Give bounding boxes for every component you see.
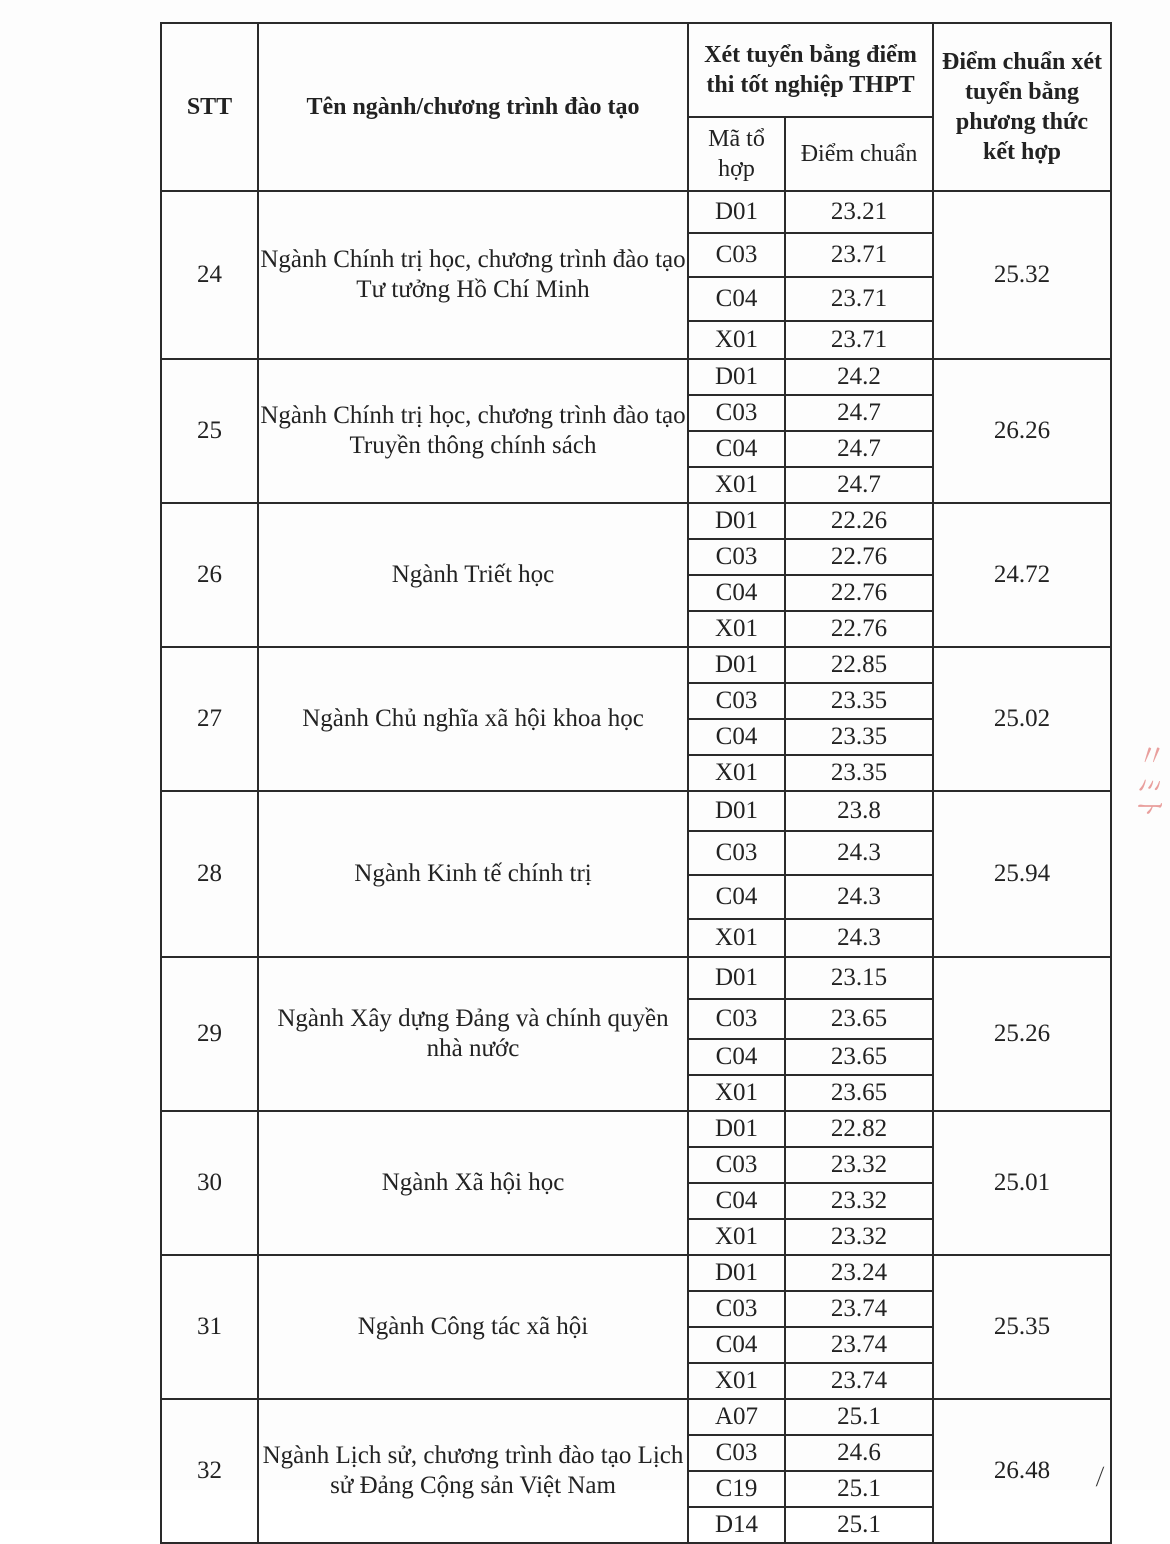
table-row bbox=[161, 503, 1111, 539]
row-cutoff-score: 23.24 bbox=[785, 1255, 933, 1291]
row-combination-code: C03 bbox=[688, 1291, 785, 1327]
row-cutoff-score: 25.1 bbox=[785, 1399, 933, 1435]
row-combination-code: D01 bbox=[688, 191, 785, 233]
table-row bbox=[161, 647, 1111, 683]
row-cutoff-score: 24.7 bbox=[785, 395, 933, 431]
row-program-name: Ngành Xã hội học bbox=[258, 1111, 688, 1255]
row-stt: 26 bbox=[161, 503, 258, 647]
row-stt: 29 bbox=[161, 957, 258, 1111]
row-combination-code: C03 bbox=[688, 831, 785, 875]
row-combination-code: X01 bbox=[688, 755, 785, 791]
row-program-name: Ngành Kinh tế chính trị bbox=[258, 791, 688, 957]
row-combination-code: X01 bbox=[688, 1363, 785, 1399]
row-cutoff-score: 25.1 bbox=[785, 1471, 933, 1507]
row-program-name: Ngành Xây dựng Đảng và chính quyền nhà nước bbox=[258, 957, 688, 1111]
row-combination-code: D01 bbox=[688, 647, 785, 683]
header-program-name: Tên ngành/chương trình đào tạo bbox=[258, 23, 688, 191]
row-combination-code: D01 bbox=[688, 1111, 785, 1147]
row-combination-code: X01 bbox=[688, 467, 785, 503]
header-stt: STT bbox=[161, 23, 258, 191]
row-cutoff-score: 23.71 bbox=[785, 277, 933, 321]
row-cutoff-score: 23.32 bbox=[785, 1219, 933, 1255]
row-combination-code: X01 bbox=[688, 321, 785, 359]
row-cutoff-score: 23.65 bbox=[785, 1075, 933, 1111]
row-combined-score: 25.01 bbox=[933, 1111, 1111, 1255]
row-combination-code: C04 bbox=[688, 575, 785, 611]
row-program-name: Ngành Chủ nghĩa xã hội khoa học bbox=[258, 647, 688, 791]
row-combined-score: 25.26 bbox=[933, 957, 1111, 1111]
row-combination-code: D14 bbox=[688, 1507, 785, 1543]
row-combination-code: X01 bbox=[688, 919, 785, 957]
row-program-name: Ngành Chính trị học, chương trình đào tạo Tư tưởng Hồ Chí Minh bbox=[258, 191, 688, 359]
admission-scores-table bbox=[160, 22, 1112, 1544]
row-combination-code: C03 bbox=[688, 395, 785, 431]
row-combination-code: A07 bbox=[688, 1399, 785, 1435]
row-cutoff-score: 23.32 bbox=[785, 1147, 933, 1183]
row-cutoff-score: 24.7 bbox=[785, 467, 933, 503]
row-combined-score: 25.02 bbox=[933, 647, 1111, 791]
row-stt: 28 bbox=[161, 791, 258, 957]
row-combination-code: C03 bbox=[688, 1435, 785, 1471]
pen-mark: ⁄ bbox=[1094, 1461, 1106, 1492]
row-cutoff-score: 23.21 bbox=[785, 191, 933, 233]
row-combination-code: C04 bbox=[688, 277, 785, 321]
table-row bbox=[161, 1111, 1111, 1147]
row-combination-code: D01 bbox=[688, 1255, 785, 1291]
row-cutoff-score: 23.35 bbox=[785, 683, 933, 719]
row-program-name: Ngành Công tác xã hội bbox=[258, 1255, 688, 1399]
row-cutoff-score: 23.74 bbox=[785, 1291, 933, 1327]
row-cutoff-score: 22.82 bbox=[785, 1111, 933, 1147]
red-stamp-mark: 〃 ﾐ ﾄ bbox=[1132, 740, 1165, 815]
row-combined-score: 25.32 bbox=[933, 191, 1111, 359]
row-combination-code: D01 bbox=[688, 791, 785, 831]
row-cutoff-score: 23.71 bbox=[785, 233, 933, 277]
row-cutoff-score: 23.8 bbox=[785, 791, 933, 831]
row-combination-code: C03 bbox=[688, 539, 785, 575]
table-row bbox=[161, 791, 1111, 831]
row-cutoff-score: 24.3 bbox=[785, 831, 933, 875]
row-cutoff-score: 23.65 bbox=[785, 1039, 933, 1075]
row-combination-code: C03 bbox=[688, 233, 785, 277]
row-cutoff-score: 22.76 bbox=[785, 611, 933, 647]
row-program-name: Ngành Chính trị học, chương trình đào tạo Truyền thông chính sách bbox=[258, 359, 688, 503]
row-combination-code: C04 bbox=[688, 719, 785, 755]
row-cutoff-score: 23.65 bbox=[785, 999, 933, 1039]
row-combination-code: X01 bbox=[688, 1075, 785, 1111]
row-combined-score: 26.26 bbox=[933, 359, 1111, 503]
header-combination-code: Mã tổ hợp bbox=[688, 117, 785, 191]
table-row bbox=[161, 359, 1111, 395]
row-combination-code: X01 bbox=[688, 1219, 785, 1255]
row-combination-code: C19 bbox=[688, 1471, 785, 1507]
row-stt: 27 bbox=[161, 647, 258, 791]
row-stt: 30 bbox=[161, 1111, 258, 1255]
row-combination-code: C03 bbox=[688, 999, 785, 1039]
row-combination-code: C04 bbox=[688, 875, 785, 919]
row-combined-score: 25.94 bbox=[933, 791, 1111, 957]
table-row bbox=[161, 957, 1111, 999]
row-cutoff-score: 22.76 bbox=[785, 539, 933, 575]
row-cutoff-score: 24.3 bbox=[785, 919, 933, 957]
row-combination-code: C04 bbox=[688, 431, 785, 467]
header-cutoff-score: Điểm chuẩn bbox=[785, 117, 933, 191]
row-cutoff-score: 23.15 bbox=[785, 957, 933, 999]
table-row bbox=[161, 1399, 1111, 1435]
row-cutoff-score: 22.76 bbox=[785, 575, 933, 611]
row-combined-score: 24.72 bbox=[933, 503, 1111, 647]
row-cutoff-score: 23.74 bbox=[785, 1363, 933, 1399]
row-program-name: Ngành Lịch sử, chương trình đào tạo Lịch sử Đảng Cộng sản Việt Nam bbox=[258, 1399, 688, 1543]
row-cutoff-score: 22.85 bbox=[785, 647, 933, 683]
row-combination-code: D01 bbox=[688, 359, 785, 395]
row-stt: 31 bbox=[161, 1255, 258, 1399]
row-cutoff-score: 23.35 bbox=[785, 755, 933, 791]
row-cutoff-score: 24.7 bbox=[785, 431, 933, 467]
row-combination-code: X01 bbox=[688, 611, 785, 647]
table-row bbox=[161, 1255, 1111, 1291]
header-exam-group: Xét tuyển bằng điểm thi tốt nghiệp THPT bbox=[688, 23, 933, 117]
row-stt: 32 bbox=[161, 1399, 258, 1543]
row-combination-code: C04 bbox=[688, 1183, 785, 1219]
table-body bbox=[161, 191, 1111, 1543]
table-row bbox=[161, 191, 1111, 233]
row-cutoff-score: 25.1 bbox=[785, 1507, 933, 1543]
row-cutoff-score: 23.74 bbox=[785, 1327, 933, 1363]
row-cutoff-score: 24.2 bbox=[785, 359, 933, 395]
row-cutoff-score: 24.6 bbox=[785, 1435, 933, 1471]
row-combination-code: D01 bbox=[688, 503, 785, 539]
row-combination-code: C04 bbox=[688, 1039, 785, 1075]
row-combination-code: C03 bbox=[688, 683, 785, 719]
row-combined-score: 26.48 bbox=[933, 1399, 1111, 1543]
header-combined-score: Điểm chuẩn xét tuyển bằng phương thức kết hợp bbox=[933, 23, 1111, 191]
row-cutoff-score: 23.71 bbox=[785, 321, 933, 359]
row-cutoff-score: 22.26 bbox=[785, 503, 933, 539]
row-combined-score: 25.35 bbox=[933, 1255, 1111, 1399]
row-cutoff-score: 23.32 bbox=[785, 1183, 933, 1219]
row-cutoff-score: 23.35 bbox=[785, 719, 933, 755]
row-combination-code: C04 bbox=[688, 1327, 785, 1363]
row-cutoff-score: 24.3 bbox=[785, 875, 933, 919]
row-stt: 25 bbox=[161, 359, 258, 503]
row-program-name: Ngành Triết học bbox=[258, 503, 688, 647]
row-combination-code: C03 bbox=[688, 1147, 785, 1183]
row-combination-code: D01 bbox=[688, 957, 785, 999]
row-stt: 24 bbox=[161, 191, 258, 359]
